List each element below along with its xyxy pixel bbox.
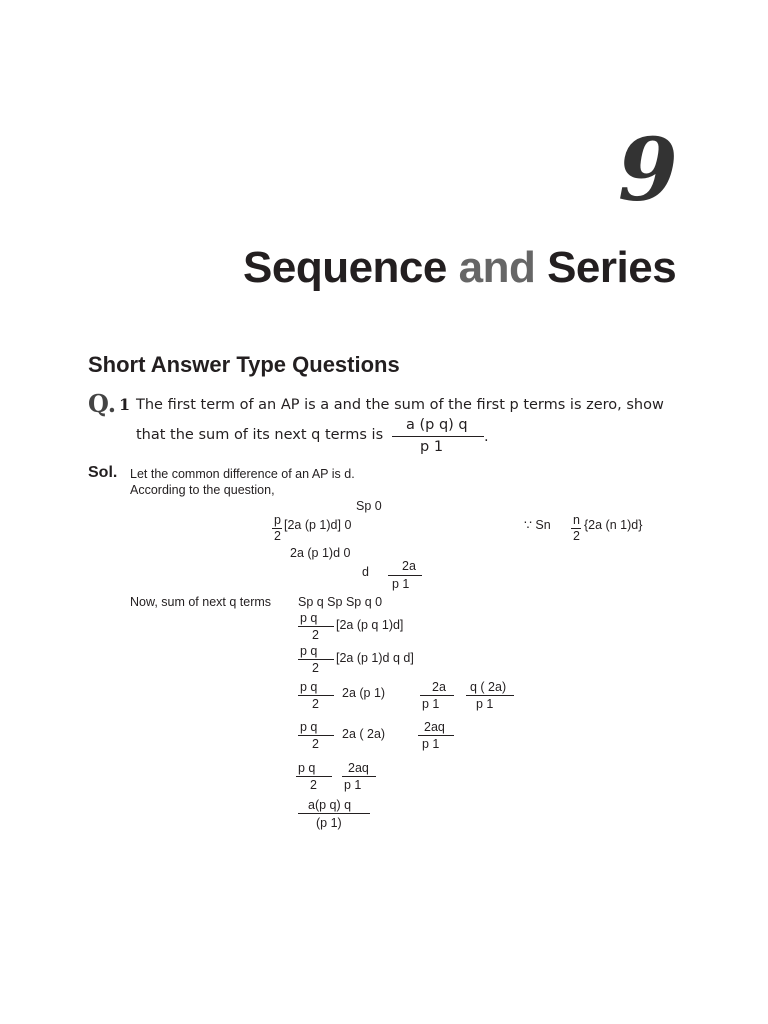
question-line-1: The first term of an AP is a and the sum of the first p terms is zero, show	[136, 397, 664, 413]
sum-formula-frac-den: 2	[573, 529, 580, 543]
sum-formula-note-prefix: ∵ Sn	[524, 518, 551, 532]
question-line-2: that the sum of its next q terms is	[136, 427, 384, 443]
next-terms-equation: Sp q Sp Sp q 0	[298, 595, 383, 609]
equation-3: 2a (p 1)d 0	[290, 546, 351, 560]
step4-frac-den: 2	[312, 737, 319, 751]
step1-body: [2a (p q 1)d]	[336, 618, 404, 632]
step2-body: [2a (p 1)d q d]	[336, 651, 414, 665]
equation-1: Sp 0	[356, 499, 382, 513]
step3-frac-den: 2	[312, 697, 319, 711]
eq4-fraction-bar	[388, 575, 422, 576]
sum-formula-note-body: {2a (n 1)d}	[584, 518, 643, 532]
step4-frac-num: p q	[300, 720, 318, 734]
step3-frac3-den: p 1	[476, 697, 494, 711]
title-word-and: and	[458, 243, 536, 292]
solution-label: Sol.	[88, 464, 118, 481]
step1-frac-num: p q	[300, 611, 318, 625]
step6-frac-den: (p 1)	[316, 816, 342, 830]
step4-frac2-bar	[418, 735, 454, 736]
step3-frac-num: p q	[300, 680, 318, 694]
step2-frac-num: p q	[300, 644, 318, 658]
step3-frac3-bar	[466, 695, 514, 696]
step3-frac-bar	[298, 695, 334, 696]
step1-frac-bar	[298, 626, 334, 627]
equation-4-lhs: d	[362, 565, 369, 579]
step2-frac-den: 2	[312, 661, 319, 675]
step5-frac2-num: 2aq	[348, 761, 369, 775]
step4-frac-bar	[298, 735, 334, 736]
section-heading: Short Answer Type Questions	[88, 352, 400, 377]
question-fraction-denominator: p 1	[420, 439, 444, 455]
question-fraction-numerator: a (p q) q	[406, 417, 468, 433]
chapter-title	[243, 243, 677, 292]
solution-line-1: Let the common difference of an AP is d.	[130, 467, 355, 481]
step5-frac2-bar	[342, 776, 376, 777]
eq2-fraction-num: p	[274, 513, 281, 527]
chapter-number: 9	[618, 120, 678, 221]
question-fraction-bar	[392, 436, 484, 437]
step1-frac-den: 2	[312, 628, 319, 642]
step5-frac-bar	[296, 776, 332, 777]
step3-frac2-bar	[420, 695, 454, 696]
equation-2: [2a (p 1)d] 0	[284, 518, 352, 532]
step6-frac-num: a(p q) q	[308, 798, 352, 812]
question-number: 1	[119, 395, 131, 414]
step3-frac3-num: q ( 2a)	[470, 680, 507, 694]
step3-middle: 2a (p 1)	[342, 686, 386, 700]
step3-frac2-den: p 1	[422, 697, 440, 711]
solution-line-2: According to the question,	[130, 483, 275, 497]
title-word-sequence: Sequence	[243, 243, 447, 292]
question-marker: Q.	[88, 389, 117, 418]
step5-frac2-den: p 1	[344, 778, 362, 792]
title-word-series: Series	[547, 243, 677, 292]
step3-frac2-num: 2a	[432, 680, 446, 694]
question-end-period: .	[484, 429, 489, 445]
step5-frac-den: 2	[310, 778, 317, 792]
step6-frac-bar	[298, 813, 370, 814]
step2-frac-bar	[298, 659, 334, 660]
eq4-fraction-num: 2a	[402, 559, 416, 573]
step4-frac2-den: p 1	[422, 737, 440, 751]
step4-middle: 2a ( 2a)	[342, 727, 386, 741]
eq2-fraction-den: 2	[274, 529, 281, 543]
next-terms-label: Now, sum of next q terms	[130, 595, 272, 609]
step4-frac2-num: 2aq	[424, 720, 445, 734]
sum-formula-frac-num: n	[573, 513, 580, 527]
step5-frac-num: p q	[298, 761, 316, 775]
eq4-fraction-den: p 1	[392, 577, 410, 591]
